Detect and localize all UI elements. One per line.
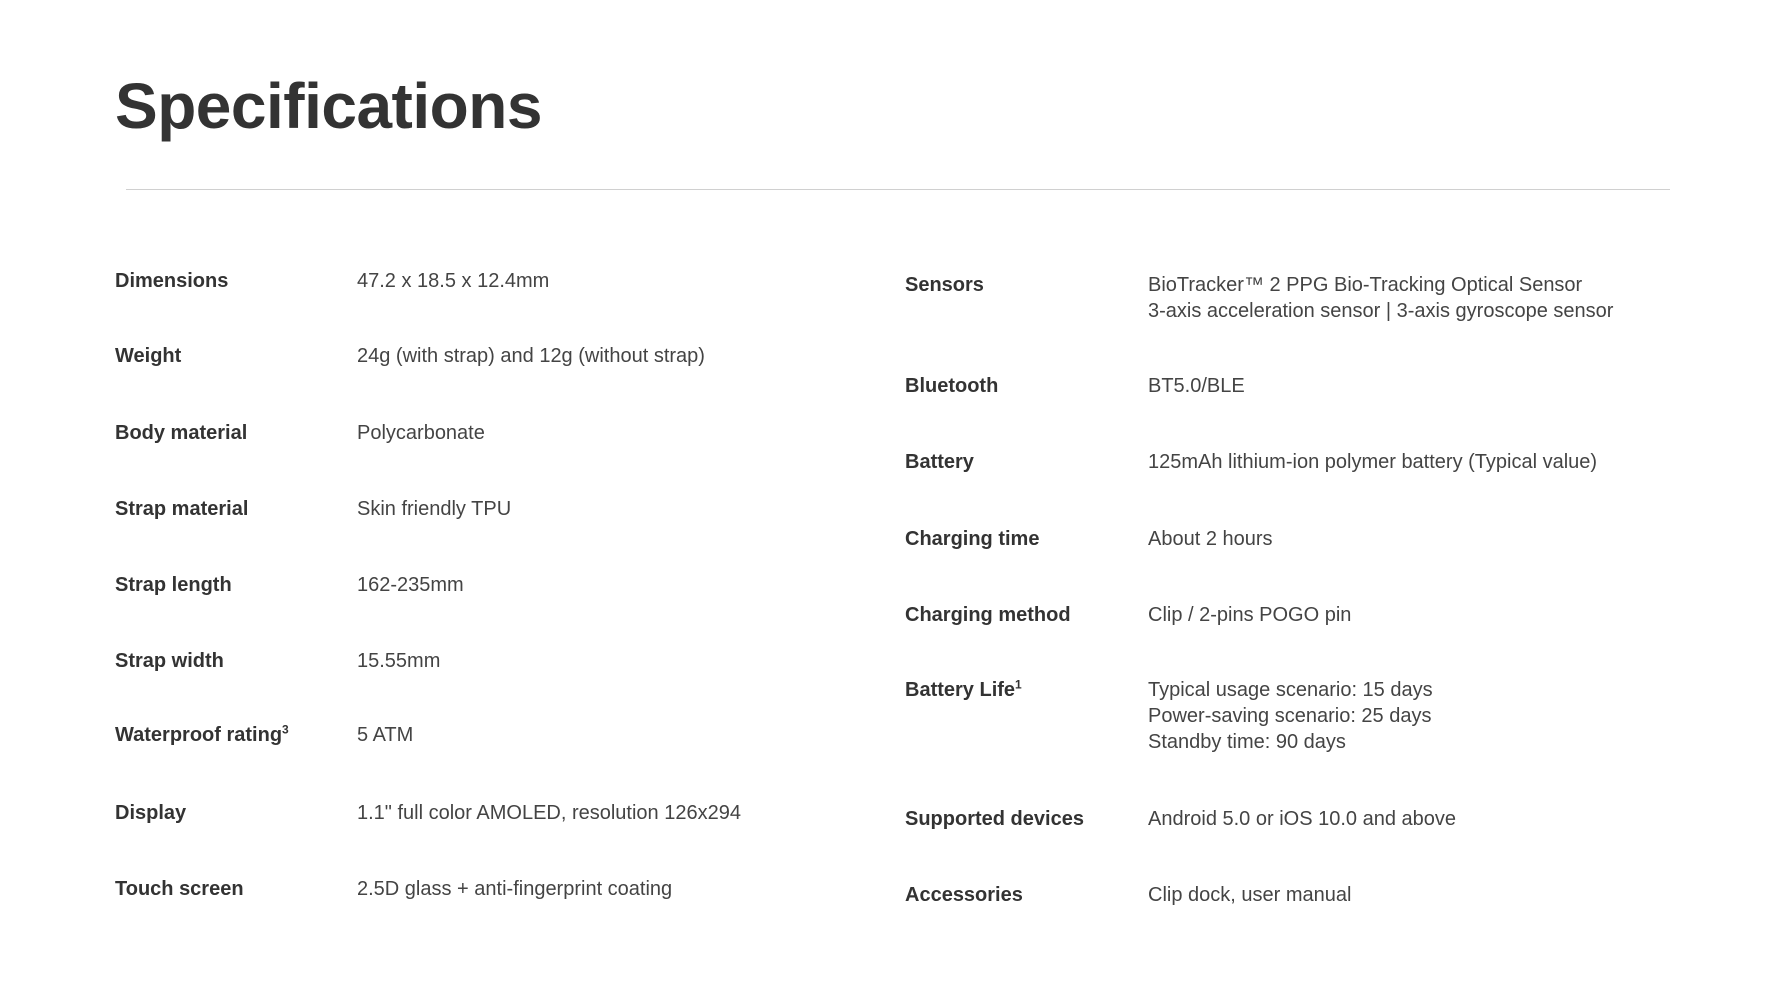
footnote-marker: 1: [1015, 677, 1022, 692]
spec-label: [115, 722, 289, 748]
spec-label-text: Waterproof rating: [115, 724, 283, 746]
spec-value: [1148, 449, 1597, 475]
spec-label: Strap material: [115, 498, 249, 520]
spec-value-line: 125mAh lithium-ion polymer battery (Typical value): [1148, 451, 1598, 473]
spec-value-line: Standby time: 90 days: [1148, 731, 1346, 753]
spec-value-line: Typical usage scenario: 15 days: [1148, 679, 1433, 701]
spec-label: Touch screen: [115, 878, 244, 900]
spec-value: [1148, 602, 1351, 628]
spec-value-line: 24g (with strap) and 12g (without strap): [357, 345, 705, 367]
spec-value-line: 47.2 x 18.5 x 12.4mm: [357, 270, 550, 292]
spec-value: [357, 268, 549, 294]
spec-value: [1148, 882, 1351, 908]
spec-value-line: 3-axis acceleration sensor | 3-axis gyroscope sensor: [1148, 300, 1614, 322]
spec-value: [357, 876, 672, 902]
spec-value-line: BT5.0/BLE: [1148, 375, 1245, 397]
spec-label-text: Battery Life: [905, 679, 1016, 701]
spec-label: Supported devices: [905, 808, 1084, 830]
spec-value: [1148, 677, 1433, 755]
spec-value: [357, 572, 464, 598]
spec-label: Body material: [115, 422, 248, 444]
spec-value: [1148, 526, 1273, 552]
spec-value-line: 15.55mm: [357, 650, 441, 672]
footnote-marker: 3: [282, 722, 289, 737]
spec-label: Strap length: [115, 574, 232, 596]
spec-value-line: 5 ATM: [357, 724, 414, 746]
spec-value-line: BioTracker™ 2 PPG Bio-Tracking Optical Sensor: [1148, 274, 1583, 296]
spec-label: Dimensions: [115, 270, 229, 292]
spec-value: [357, 496, 511, 522]
spec-label: Battery: [905, 451, 974, 473]
spec-value-line: Clip dock, user manual: [1148, 884, 1352, 906]
spec-value-line: 162-235mm: [357, 574, 464, 596]
spec-value: [357, 420, 485, 446]
spec-label: Charging time: [905, 528, 1040, 550]
spec-value: [1148, 373, 1245, 399]
spec-label: Charging method: [905, 604, 1071, 626]
spec-value: [357, 800, 741, 826]
spec-value: [1148, 806, 1456, 832]
spec-value: [357, 722, 413, 748]
spec-label: Accessories: [905, 884, 1023, 906]
spec-value-line: 2.5D glass + anti-fingerprint coating: [357, 878, 673, 900]
spec-label: [905, 677, 1022, 703]
spec-label: Strap width: [115, 650, 224, 672]
spec-value-line: Polycarbonate: [357, 422, 485, 444]
spec-label: Weight: [115, 345, 182, 367]
spec-label: Sensors: [905, 274, 984, 296]
spec-value-line: Skin friendly TPU: [357, 498, 512, 520]
spec-value: [357, 648, 440, 674]
spec-label: Bluetooth: [905, 375, 999, 397]
spec-value-line: About 2 hours: [1148, 528, 1273, 550]
spec-value-line: Android 5.0 or iOS 10.0 and above: [1148, 808, 1456, 830]
title-divider: [126, 189, 1670, 190]
spec-value-line: 1.1" full color AMOLED, resolution 126x294: [357, 802, 741, 824]
spec-value-line: Clip / 2-pins POGO pin: [1148, 604, 1352, 626]
spec-value-line: Power-saving scenario: 25 days: [1148, 705, 1432, 727]
page-title: Specifications: [115, 70, 542, 142]
spec-value: [357, 343, 705, 369]
spec-label: Display: [115, 802, 187, 824]
spec-value: [1148, 272, 1613, 324]
